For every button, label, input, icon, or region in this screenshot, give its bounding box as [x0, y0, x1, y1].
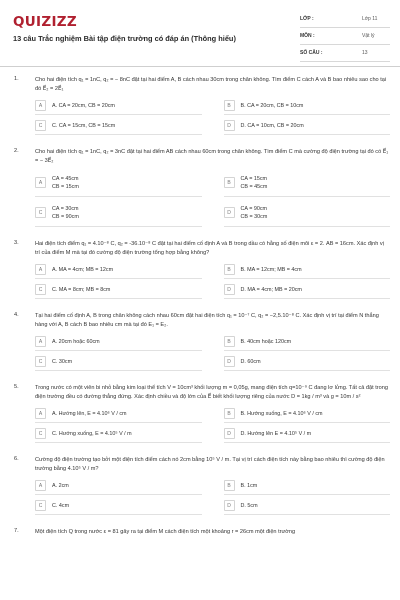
answer-option-c[interactable]: [35, 202, 202, 227]
question-number: 3.: [14, 240, 19, 246]
option-text: [241, 358, 261, 366]
answer-option-a[interactable]: [35, 480, 202, 495]
option-letter-box: B: [224, 408, 235, 419]
option-letter-box: B: [224, 336, 235, 347]
option-text-line: A. MA = 4cm; MB = 12cm: [52, 266, 114, 273]
option-text-line: D. MA = 4cm; MB = 20cm: [240, 286, 302, 293]
option-letter-box: A: [35, 264, 46, 275]
option-text: [241, 175, 268, 191]
question-text: Một điện tích Q trong nước ε = 81 gây ra tại điểm M cách điện tích một khoảng r = 26cm một điện trường: [35, 529, 296, 535]
answer-options: [35, 100, 390, 135]
question-text: Tại hai điểm cố định A, B trong chân không cách nhau 60cm đặt hai điện tích q₁ = 10⁻⁷ C, q₂ = −2,5.10⁻⁸ C. Xác định vị trí tại điểm N thẳng hàng với A, B cách B bao nhiêu cm mà tại đó E₁ = E₂.: [35, 313, 379, 328]
option-letter-box: A: [35, 336, 46, 347]
answer-option-b[interactable]: [224, 336, 391, 351]
option-letter-box: C: [35, 500, 46, 511]
answer-option-a[interactable]: [35, 408, 202, 423]
option-text-line: CA = 15cm: [240, 175, 268, 182]
option-text: [241, 338, 292, 346]
question-text: Cho hai điện tích q₁ = 1nC, q₂ = − 8nC đặt tại hai điểm A, B cách nhau 30cm trong chân không. Tìm điểm C cách A và B bao nhiêu sao cho tại đó E⃗₂ = 2E⃗₁: [35, 77, 387, 92]
meta-row-grade: [300, 14, 390, 28]
header: [0, 0, 400, 66]
option-text-line: A. 2cm: [52, 482, 69, 489]
document-title: 13 câu Trắc nghiệm Bài tập điện trường có đáp án (Thông hiểu): [13, 34, 236, 43]
option-text: [241, 482, 258, 490]
option-letter-box: A: [35, 177, 46, 188]
option-text: [52, 502, 69, 510]
answer-options: [35, 172, 390, 227]
option-text: [52, 102, 115, 110]
answer-option-b[interactable]: [224, 100, 391, 115]
option-text-line: B. 1cm: [240, 482, 258, 489]
option-text: [241, 430, 312, 438]
answer-option-d[interactable]: [224, 500, 391, 515]
option-letter-box: D: [224, 500, 235, 511]
option-letter-box: C: [35, 356, 46, 367]
option-letter-box: A: [35, 408, 46, 419]
meta-row-subject: [300, 31, 390, 45]
answer-option-d[interactable]: [224, 428, 391, 443]
question-number: 5.: [14, 384, 19, 390]
meta-value: 13: [362, 50, 368, 56]
meta-row-count: [300, 48, 390, 62]
option-text-line: CB = 90cm: [52, 213, 79, 220]
option-letter-box: B: [224, 100, 235, 111]
answer-option-d[interactable]: [224, 120, 391, 135]
option-text-line: A. CA = 20cm, CB = 20cm: [52, 102, 115, 109]
option-letter-box: D: [224, 284, 235, 295]
answer-option-a[interactable]: [35, 100, 202, 115]
question-number: 6.: [14, 456, 19, 462]
option-text: [52, 482, 69, 490]
meta-info: [300, 14, 390, 65]
question-5: [0, 384, 400, 443]
option-text-line: D. CA = 10cm, CB = 20cm: [240, 122, 304, 129]
question-number: 2.: [14, 148, 19, 154]
question-4: [0, 312, 400, 371]
option-text: [52, 266, 113, 274]
option-text-line: A. Hướng lên, E = 4.10⁶ V / cm: [52, 410, 127, 417]
option-text-line: B. 40cm hoặc 120cm: [240, 338, 292, 345]
answer-option-c[interactable]: [35, 120, 202, 135]
option-text-line: C. CA = 15cm, CB = 15cm: [52, 122, 116, 129]
option-letter-box: B: [224, 264, 235, 275]
option-letter-box: B: [224, 480, 235, 491]
answer-option-d[interactable]: [224, 202, 391, 227]
option-text: [52, 338, 100, 346]
option-text: [241, 266, 302, 274]
option-text-line: CB = 15cm: [52, 183, 79, 190]
answer-option-a[interactable]: [35, 264, 202, 279]
answer-option-d[interactable]: [224, 356, 391, 371]
option-letter-box: D: [224, 428, 235, 439]
answer-option-a[interactable]: [35, 172, 202, 197]
option-text-line: C. 30cm: [52, 358, 73, 365]
option-text: [241, 410, 323, 418]
answer-option-b[interactable]: [224, 264, 391, 279]
option-text: [52, 286, 110, 294]
option-text: [241, 102, 304, 110]
option-text: [52, 205, 79, 221]
question-number: 4.: [14, 312, 19, 318]
option-text: [52, 410, 127, 418]
option-letter-box: D: [224, 356, 235, 367]
meta-label: LỚP :: [300, 16, 314, 22]
option-text: [241, 122, 304, 130]
answer-option-c[interactable]: [35, 428, 202, 443]
question-text: Cho hai điện tích q₁ = 1nC, q₂ = 3nC đặt tại hai điểm AB cách nhau 60cm trong chân không. Tìm điểm C mà cường độ điện trường tại đó có E⃗₁ = − 3E⃗₂: [35, 149, 389, 164]
question-text: Hai điện tích điểm q₁ = 4.10⁻⁸ C, q₂ = -36.10⁻⁸ C đặt tại hai điểm cố định A và B trong dầu có hằng số điện môi ε = 2. AB = 16cm. Xác định vị trí của điểm M mà tại đó cường độ điện trường tổng hợp bằng không?: [35, 241, 384, 256]
option-text-line: B. CA = 20cm, CB = 10cm: [240, 102, 304, 109]
option-letter-box: D: [224, 207, 235, 218]
option-text: [52, 122, 115, 130]
answer-option-a[interactable]: [35, 336, 202, 351]
option-text-line: CA = 45cm: [52, 175, 79, 182]
option-letter-box: C: [35, 284, 46, 295]
meta-value: Lớp 11: [362, 16, 378, 22]
option-text-line: CB = 45cm: [240, 183, 268, 190]
option-text: [52, 358, 72, 366]
option-text: [52, 175, 79, 191]
question-list: [0, 76, 400, 543]
option-text-line: B. MA = 12cm; MB = 4cm: [240, 266, 302, 273]
answer-option-b[interactable]: [224, 408, 391, 423]
answer-options: [35, 336, 390, 371]
meta-label: MÔN :: [300, 33, 315, 39]
option-text: [241, 205, 268, 221]
question-text: Cường độ điện trường tạo bởi một điện tích điểm cách nó 2cm bằng 10⁵ V / m. Tại vị trí cách điện tích này bằng bao nhiêu thì cường độ điện trường bằng 4.10⁵ V / m?: [35, 457, 385, 472]
option-text-line: A. 20cm hoặc 60cm: [52, 338, 100, 345]
option-letter-box: C: [35, 120, 46, 131]
answer-option-c[interactable]: [35, 356, 202, 371]
option-letter-box: B: [224, 177, 235, 188]
option-letter-box: A: [35, 480, 46, 491]
option-letter-box: D: [224, 120, 235, 131]
answer-option-c[interactable]: [35, 500, 202, 515]
answer-option-c[interactable]: [35, 284, 202, 299]
option-text-line: D. 60cm: [240, 358, 261, 365]
option-text: [241, 286, 302, 294]
quizizz-logo[interactable]: QUIZIZZ: [13, 14, 77, 30]
question-number: 7.: [14, 528, 19, 534]
option-text-line: C. MA = 8cm; MB = 8cm: [52, 286, 111, 293]
question-3: [0, 240, 400, 299]
option-text-line: CA = 30cm: [52, 205, 79, 212]
question-number: 1.: [14, 76, 19, 82]
question-text: Trong nước có một viên bi nhỏ bằng kim loại thể tích V = 10cm³ khối lượng m = 0,05g, mang điện tích q=10⁻⁹ C đang lơ lửng. Tất cả đặt trong điện trường đều có đường thẳng đứng. Xác định chiều và độ lớn của E⃗ biết khối lượng riêng của nước D = 1kg / m³ và g = 10m / s²: [35, 385, 388, 400]
answer-options: [35, 480, 390, 515]
question-7: [0, 528, 400, 537]
answer-option-b[interactable]: [224, 172, 391, 197]
option-letter-box: A: [35, 100, 46, 111]
answer-options: [35, 264, 390, 299]
answer-option-d[interactable]: [224, 284, 391, 299]
header-divider: [0, 66, 400, 67]
question-2: [0, 148, 400, 227]
option-text-line: C. 4cm: [52, 502, 70, 509]
option-text-line: B. Hướng xuống, E = 4.10⁶ V / cm: [240, 410, 323, 417]
option-text-line: D. Hướng lên E = 4.10⁵ V / m: [240, 430, 312, 437]
answer-options: [35, 408, 390, 443]
option-text-line: C. Hướng xuống, E = 4.10⁵ V / m: [52, 430, 132, 437]
meta-value: Vật lý: [362, 33, 375, 39]
option-text: [241, 502, 258, 510]
question-6: [0, 456, 400, 515]
option-text-line: CA = 90cm: [240, 205, 268, 212]
option-text-line: D. 5cm: [240, 502, 258, 509]
option-letter-box: C: [35, 428, 46, 439]
option-text: [52, 430, 132, 438]
answer-option-b[interactable]: [224, 480, 391, 495]
question-1: [0, 76, 400, 135]
meta-label: SỐ CÂU :: [300, 50, 323, 56]
option-letter-box: C: [35, 207, 46, 218]
option-text-line: CB = 30cm: [240, 213, 268, 220]
